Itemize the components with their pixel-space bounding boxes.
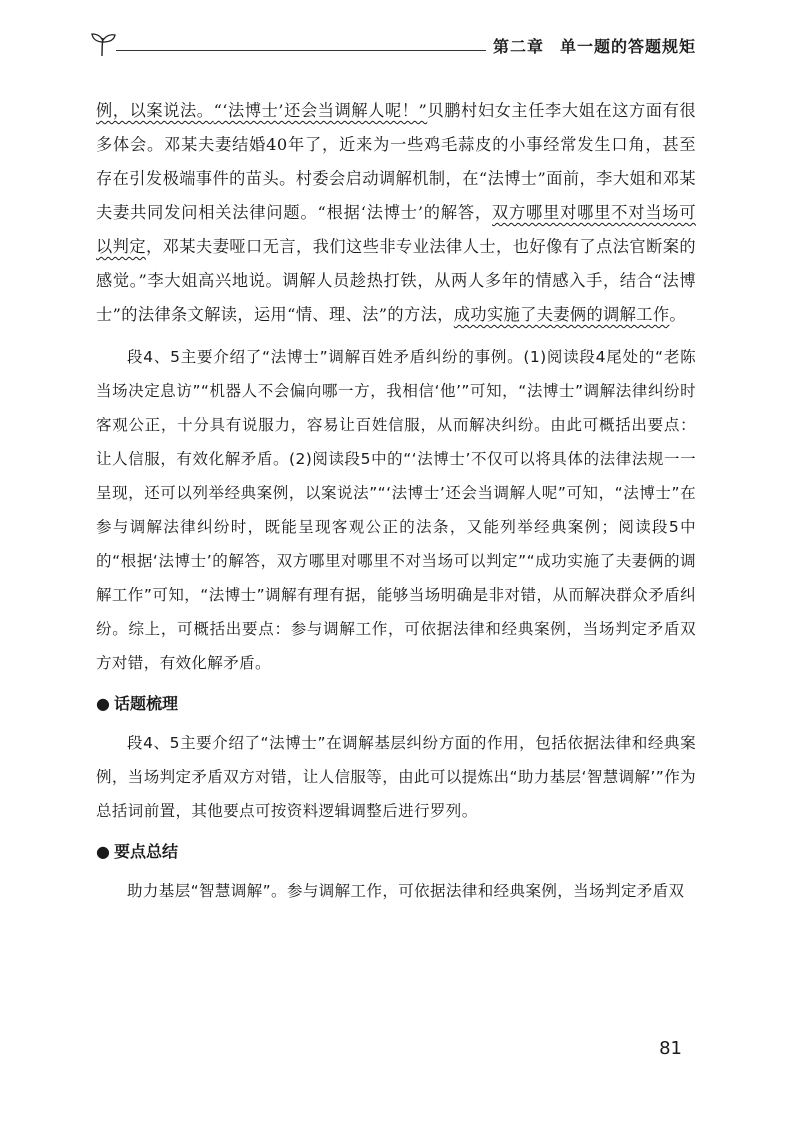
- underlined-phrase: 例，以案说法。: [96, 101, 214, 120]
- section-heading-summary: [96, 832, 696, 872]
- paragraph-text: 。: [669, 305, 687, 324]
- summary-paragraph: 助力基层“智慧调解”。参与调解工作，可依据法律和经典案例，当场判定矛盾双: [127, 882, 685, 900]
- running-header: [88, 28, 696, 62]
- underlined-quote: “‘法博士’还会当调解人呢！”: [213, 101, 428, 120]
- paragraph-case-continued: [96, 94, 696, 332]
- section-heading-topic: [96, 684, 696, 724]
- page-body: [96, 94, 696, 908]
- section-heading-label: 要点总结: [114, 842, 179, 861]
- underlined-phrase: 双方哪里对哪里不对当场可以判定: [96, 203, 696, 256]
- section-heading-label: 话题梳理: [114, 694, 179, 713]
- sprout-icon: [88, 30, 118, 58]
- chapter-title: [493, 34, 696, 57]
- header-rule: [116, 50, 486, 51]
- paragraph-text: 贝鹏村妇女主任李大姐在这方面有很多体会。邓某夫妻结婚40年了，近来为一些鸡毛蒜皮的小事经常发生口角，甚至存在引发极端事件的苗头。村委会启动调解机制，在“法博士”面前，李大姐和邓某夫妻共同发问相关法律问题。“根据‘法博士’的解答，: [96, 101, 696, 222]
- section-title: 单一题的答题规矩: [559, 37, 696, 56]
- bullet-icon: ●: [96, 842, 110, 861]
- bullet-icon: ●: [96, 694, 110, 713]
- underlined-phrase: 成功实施了夫妻俩的调解工作: [453, 305, 670, 324]
- topic-paragraph: 段4、5主要介绍了“法博士”在调解基层纠纷方面的作用，包括依据法律和经典案例，当场判定矛盾双方对错，让人信服等，由此可以提炼出“助力基层‘智慧调解’”作为总括词前置，其他要点可按资料逻辑调整后进行罗列。: [96, 734, 696, 820]
- paragraph-text: ，邓某夫妻哑口无言，我们这些非专业法律人士，也好像有了点法官断案的感觉。”李大姐高兴地说。调解人员趁热打铁，从两人多年的情感入手，结合“法博士”的法律条文解读，运用“情、理、法”的方法，: [96, 237, 697, 324]
- page-number: 81: [659, 1038, 682, 1059]
- chapter-number: 第二章: [492, 37, 544, 56]
- analysis-paragraph: 段4、5主要介绍了“法博士”调解百姓矛盾纠纷的事例。(1)阅读段4尾处的“老陈当场决定息访”“机器人不会偏向哪一方，我相信‘他’”可知，“法博士”调解法律纠纷时客观公正，十分具有说服力，容易让百姓信服，从而解决纠纷。由此可概括出要点：让人信服，有效化解矛盾。(2)阅读段5中的“‘法博士’不仅可以将具体的法律法规一一呈现，还可以列举经典案例，以案说法”“‘法博士’还会当调解人呢”可知，“法博士”在参与调解法律纠纷时，既能呈现客观公正的法条，又能列举经典案例；阅读段5中的“根据‘法博士’的解答，双方哪里对哪里不对当场可以判定”“成功实施了夫妻俩的调解工作”可知，“法博士”调解有理有据，能够当场明确是非对错，从而解决群众矛盾纠纷。综上，可概括出要点：参与调解工作，可依据法律和经典案例，当场判定矛盾双方对错，有效化解矛盾。: [96, 348, 696, 672]
